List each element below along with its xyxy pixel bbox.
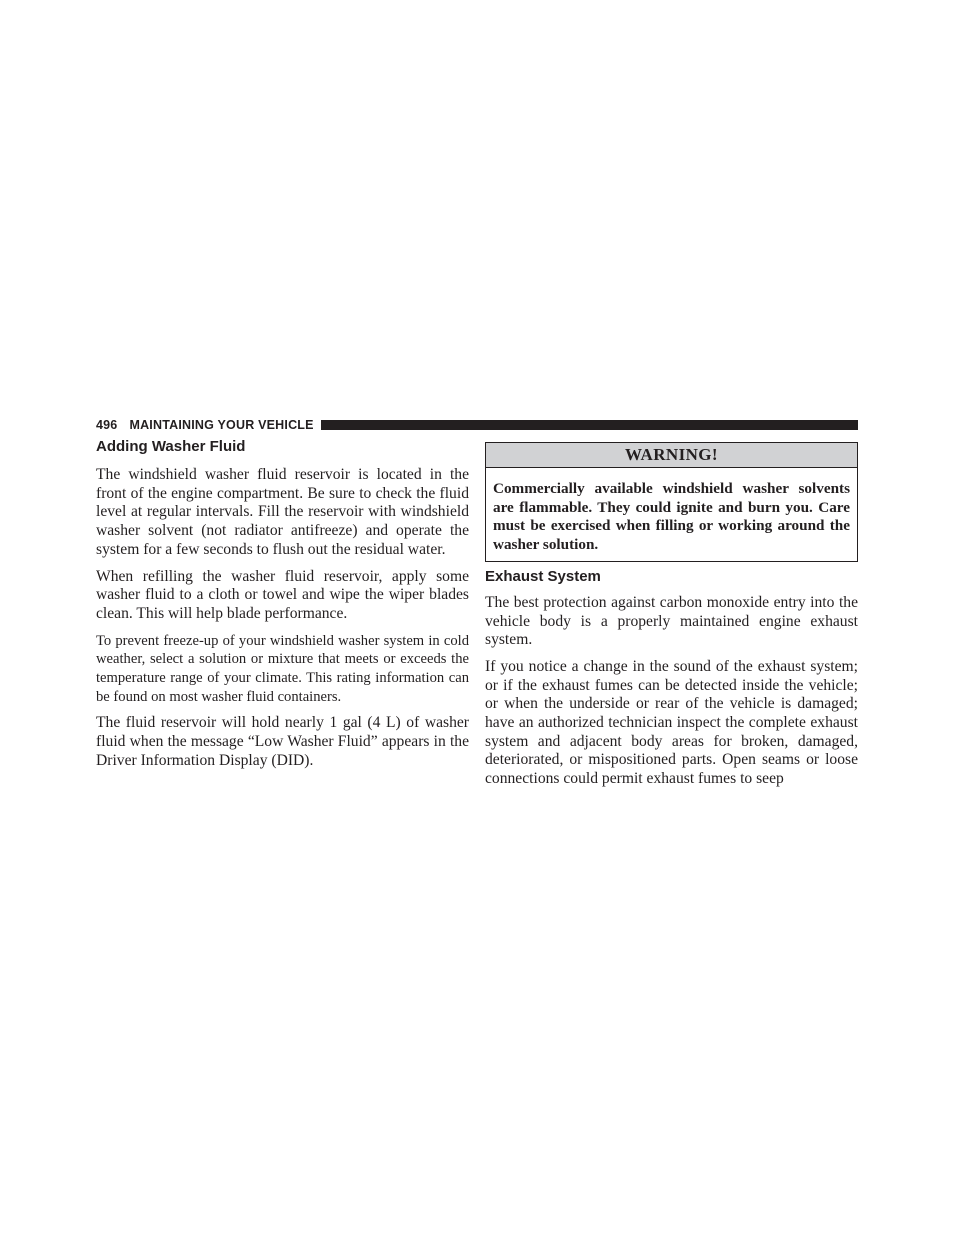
- warning-text: Commercially available windshield washer solvents are flammable. They could ignite and burn you. Care must be exercised when filling or working around the washer solution.: [493, 480, 850, 554]
- paragraph: The best protection against carbon monoxide entry into the vehicle body is a properly maintained engine exhaust system.: [485, 593, 858, 649]
- header-rule: [321, 420, 858, 430]
- left-column: [96, 436, 469, 771]
- adding-washer-fluid-heading: Adding Washer Fluid: [96, 438, 246, 455]
- warning-title: WARNING!: [486, 443, 857, 468]
- paragraph: The windshield washer fluid reservoir is located in the front of the engine compartment. Be sure to check the fluid level at regular intervals. Fill the reservoir with windshield washer solvent (not radiator antifreeze) and operate the system for a few seconds to flush out the residual water.: [96, 466, 469, 558]
- paragraph: When refilling the washer fluid reservoir, apply some washer fluid to a cloth or towel and wipe the wiper blades clean. This will help blade performance.: [96, 567, 469, 622]
- paragraph: If you notice a change in the sound of the exhaust system; or if the exhaust fumes can be detected inside the vehicle; or when the underside or rear of the vehicle is damaged; have an authorized technician inspect the complete exhaust system and adjacent body areas for broken, damaged, deteriorated, or mispositioned parts. Open seams or loose connections could permit exhaust fumes to seep: [485, 657, 858, 788]
- right-column: [485, 436, 858, 789]
- paragraph: The fluid reservoir will hold nearly 1 gal (4 L) of washer fluid when the message “Low Washer Fluid” appears in the Driver Information Display (DID).: [96, 714, 469, 769]
- exhaust-system-heading: Exhaust System: [485, 567, 601, 585]
- paragraph: To prevent freeze-up of your windshield washer system in cold weather, select a solution or mixture that meets or exceeds the temperature range of your climate. This rating information can be found on most washer fluid containers.: [96, 632, 469, 705]
- warning-box: [485, 442, 858, 562]
- page-header: [96, 416, 858, 433]
- page-number: 496: [96, 417, 118, 432]
- section-title: MAINTAINING YOUR VEHICLE: [129, 417, 314, 432]
